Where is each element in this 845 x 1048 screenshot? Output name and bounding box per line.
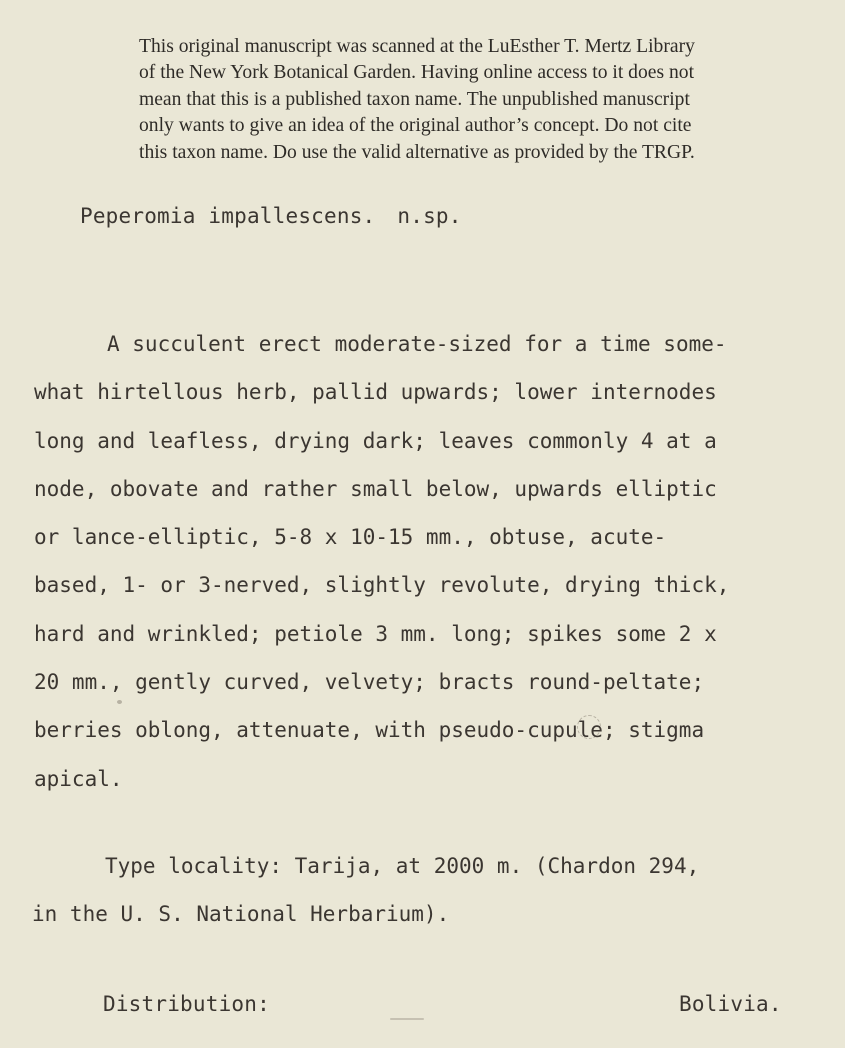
notice-line: mean that this is a published taxon name. The unpublished manuscript <box>139 88 690 110</box>
description-line: long and leafless, drying dark; leaves commonly 4 at a <box>34 428 717 453</box>
type-locality-line: in the U. S. National Herbarium). <box>32 902 450 926</box>
description-line: berries oblong, attenuate, with pseudo-cupule; stigma <box>34 718 705 743</box>
description-line: hard and wrinkled; petiole 3 mm. long; spikes some 2 x <box>34 621 717 646</box>
notice-line: only wants to give an idea of the original author’s concept. Do not cite <box>139 115 692 137</box>
description-line: apical. <box>34 766 123 791</box>
description-line: node, obovate and rather small below, upwards elliptic <box>34 476 717 501</box>
distribution-value: Bolivia. <box>679 992 782 1016</box>
ink-speck <box>390 1018 424 1020</box>
species-description <box>34 320 834 803</box>
description-line: A succulent erect moderate-sized for a time some- <box>107 332 727 356</box>
ink-speck <box>577 715 601 739</box>
description-line: or lance-elliptic, 5-8 x 10-15 mm., obtuse, acute- <box>34 525 667 550</box>
ink-speck <box>117 700 122 704</box>
notice-line: This original manuscript was scanned at the LuEsther T. Mertz Library <box>139 36 695 57</box>
distribution-label: Distribution: <box>103 992 270 1016</box>
description-line: 20 mm., gently curved, velvety; bracts round-peltate; <box>34 670 705 695</box>
scan-notice <box>139 34 779 166</box>
notice-line: of the New York Botanical Garden. Having online access to it does not <box>139 62 695 84</box>
notice-line: this taxon name. Do use the valid alternative as provided by the TRGP. <box>139 141 695 163</box>
description-line: based, 1- or 3-nerved, slightly revolute, drying thick, <box>34 573 730 598</box>
type-locality-line: Type locality: Tarija, at 2000 m. (Chardon 294, <box>105 854 700 878</box>
species-name: Peperomia impallescens. <box>80 204 376 228</box>
species-title <box>80 204 462 228</box>
new-species-note: n.sp. <box>397 204 462 228</box>
description-line: what hirtellous herb, pallid upwards; lower internodes <box>34 380 717 405</box>
type-locality <box>32 842 832 938</box>
